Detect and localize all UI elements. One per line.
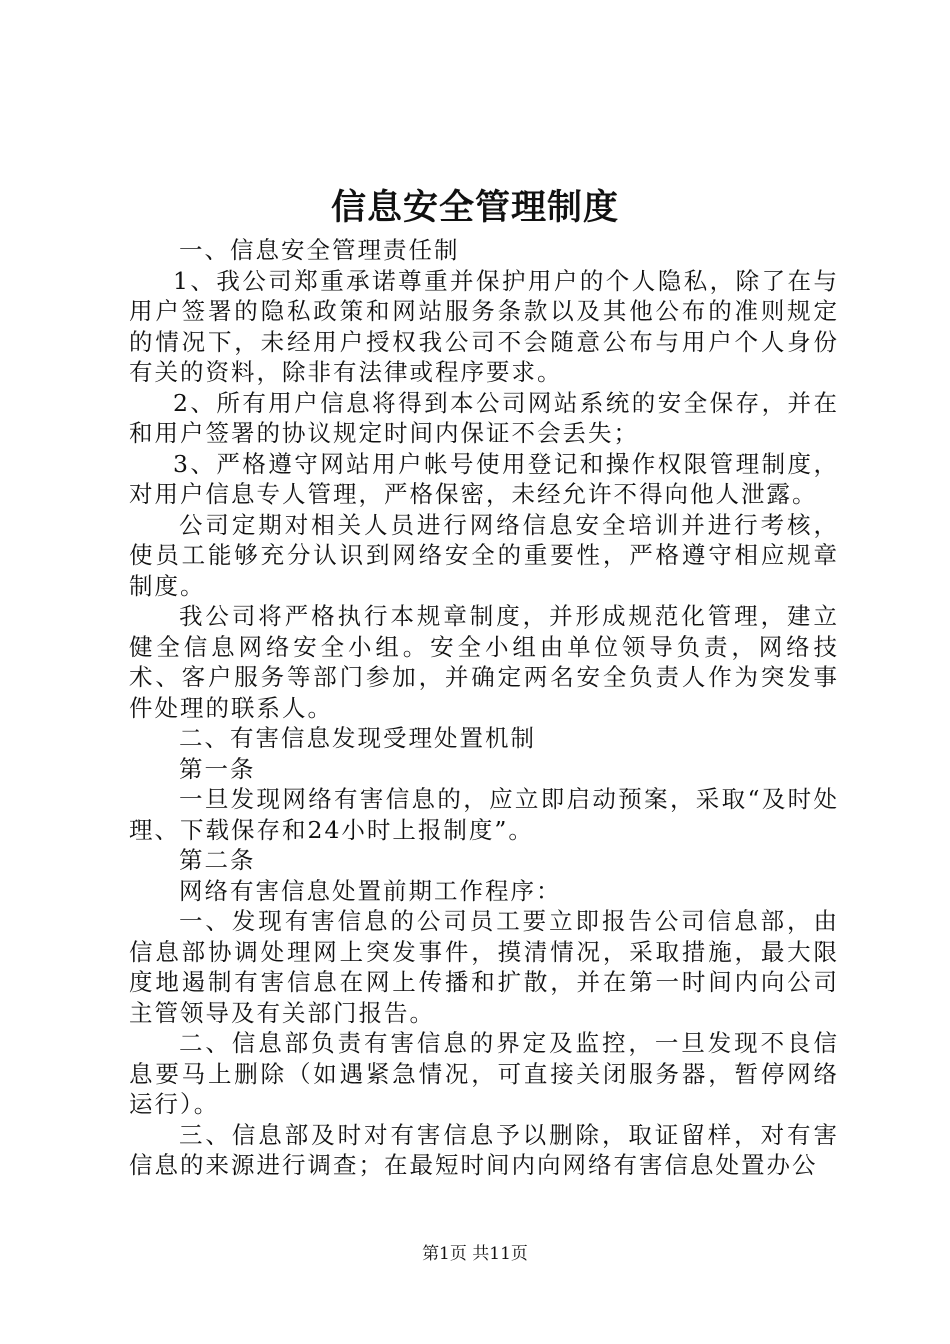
paragraph: 公司定期对相关人员进行网络信息安全培训并进行考核，使员工能够充分认识到网络安全的重要性，严格遵守相应规章制度。	[129, 510, 839, 600]
page-number-footer: 第1页 共11页	[422, 1244, 528, 1264]
paragraph: 3、严格遵守网站用户帐号使用登记和操作权限管理制度，对用户信息专人管理，严格保密，未经允许不得向他人泄露。	[129, 449, 839, 508]
document-body	[129, 235, 839, 1181]
paragraph: 二、有害信息发现受理处置机制	[179, 724, 536, 752]
paragraph: 第一条	[179, 754, 256, 783]
paragraph: 一、信息安全管理责任制	[179, 236, 460, 264]
paragraph: 网络有害信息处置前期工作程序：	[179, 876, 562, 905]
paragraph: 一、发现有害信息的公司员工要立即报告公司信息部，由信息部协调处理网上突发事件，摸清情况，采取措施，最大限度地遏制有害信息在网上传播和扩散，并在第一时间内向公司主管领导及有关部门报告。	[129, 907, 839, 1027]
paragraph: 2、所有用户信息将得到本公司网站系统的安全保存，并在和用户签署的协议规定时间内保证不会丢失；	[129, 388, 839, 447]
paragraph: 我公司将严格执行本规章制度，并形成规范化管理，建立健全信息网络安全小组。安全小组由单位领导负责，网络技术、客户服务等部门参加，并确定两名安全负责人作为突发事件处理的联系人。	[129, 602, 839, 722]
paragraph: 三、信息部及时对有害信息予以删除，取证留样，对有害信息的来源进行调查；在最短时间内向网络有害信息处置办公	[129, 1120, 839, 1179]
document-title: 信息安全管理制度	[330, 187, 619, 228]
paragraph: 二、信息部负责有害信息的界定及监控，一旦发现不良信息要马上删除（如遇紧急情况，可直接关闭服务器，暂停网络运行）。	[129, 1029, 839, 1118]
paragraph: 1、我公司郑重承诺尊重并保护用户的个人隐私，除了在与用户签署的隐私政策和网站服务条款以及其他公布的准则规定的情况下，未经用户授权我公司不会随意公布与用户个人身份有关的资料，除非有法律或程序要求。	[129, 266, 839, 386]
paragraph: 第二条	[179, 846, 256, 874]
paragraph: 一旦发现网络有害信息的，应立即启动预案，采取“及时处理、下载保存和24小时上报制度”。	[129, 785, 839, 844]
